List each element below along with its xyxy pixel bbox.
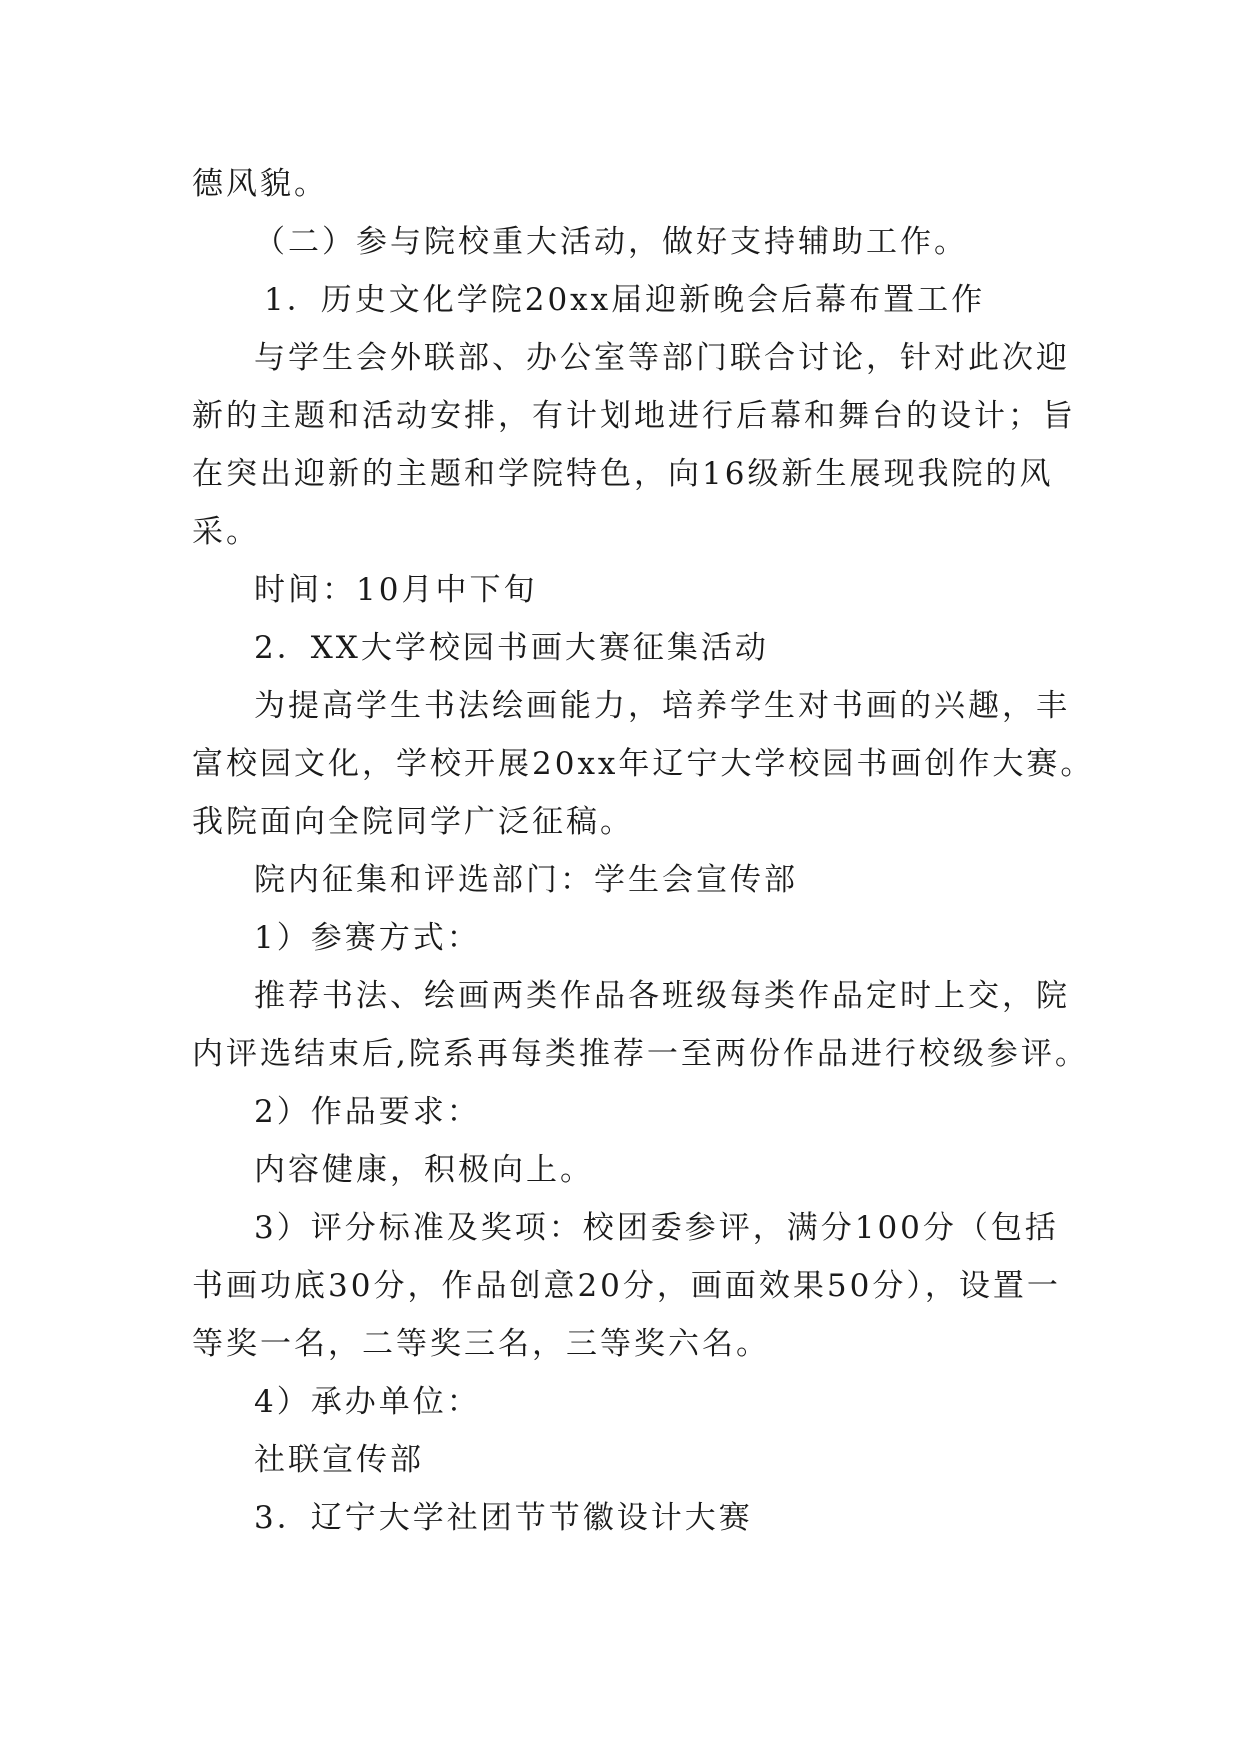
text-line: 采。 (192, 514, 260, 550)
sub-item-heading: 2）作品要求： (254, 1094, 481, 1130)
text-line: 与学生会外联部、办公室等部门联合讨论，针对此次迎 (254, 340, 1070, 376)
item-heading: 2．XX大学校园书画大赛征集活动 (254, 630, 769, 666)
section-heading: （二）参与院校重大活动，做好支持辅助工作。 (254, 224, 968, 260)
text-line: 等奖一名，二等奖三名，三等奖六名。 (192, 1326, 770, 1362)
item-heading: 1．历史文化学院20xx届迎新晚会后幕布置工作 (264, 282, 986, 318)
text-line: 德风貌。 (192, 166, 328, 202)
text-line: 书画功底30分，作品创意20分，画面效果50分），设置一 (192, 1268, 1061, 1304)
text-line: 内评选结束后,院系再每类推荐一至两份作品进行校级参评。 (192, 1036, 1089, 1072)
item-heading: 3．辽宁大学社团节节徽设计大赛 (254, 1500, 753, 1536)
text-line: 社联宣传部 (254, 1442, 424, 1478)
sub-item-heading: 4）承办单位： (254, 1384, 481, 1420)
text-line: 推荐书法、绘画两类作品各班级每类作品定时上交，院 (254, 978, 1070, 1014)
text-line: 在突出迎新的主题和学院特色，向16级新生展现我院的风 (192, 456, 1054, 492)
text-line: 我院面向全院同学广泛征稿。 (192, 804, 634, 840)
text-line: 时间：10月中下旬 (254, 572, 538, 608)
text-line: 富校园文化，学校开展20xx年辽宁大学校园书画创作大赛。 (192, 746, 1095, 782)
sub-item-heading: 1）参赛方式： (254, 920, 481, 956)
text-line: 为提高学生书法绘画能力，培养学生对书画的兴趣，丰 (254, 688, 1070, 724)
text-line: 新的主题和活动安排，有计划地进行后幕和舞台的设计；旨 (192, 398, 1076, 434)
text-line: 院内征集和评选部门：学生会宣传部 (254, 862, 798, 898)
sub-item-heading: 3）评分标准及奖项：校团委参评，满分100分（包括 (254, 1210, 1059, 1246)
text-line: 内容健康，积极向上。 (254, 1152, 594, 1188)
